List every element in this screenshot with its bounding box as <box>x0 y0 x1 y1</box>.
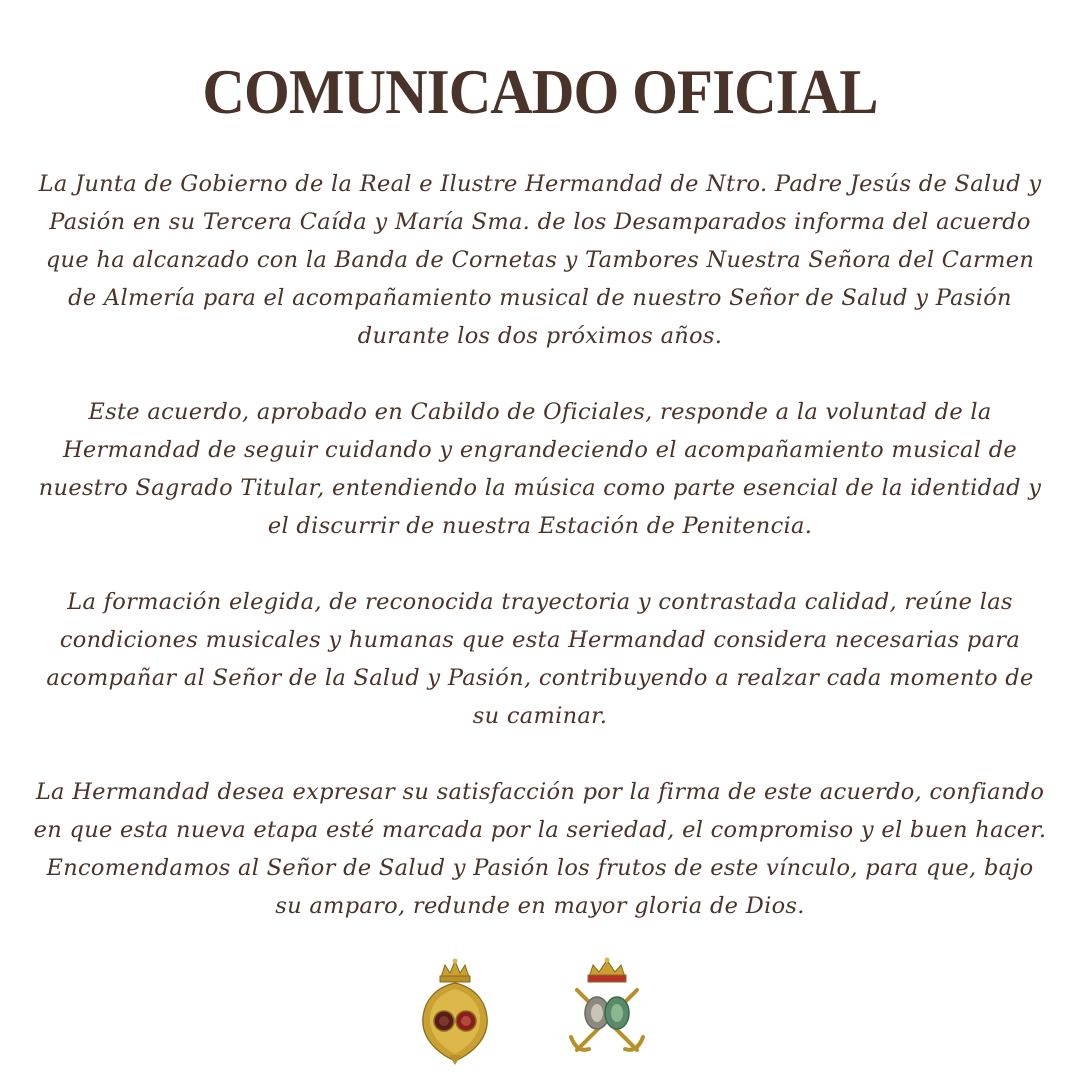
hermandad-crest-icon <box>415 955 495 1065</box>
statement-body <box>30 165 1050 963</box>
band-crest-icon <box>567 955 647 1060</box>
page-title: COMUNICADO OFICIAL <box>202 56 878 127</box>
crests-row <box>0 955 1080 1065</box>
paragraph-2: Este acuerdo, aprobado en Cabildo de Oficiales, responde a la voluntad de la Hermandad de seguir cuidando y engrandeciendo el acompañamiento musical de nuestro Sagrado Titular, entendiendo la música como parte esencial de la identidad y el discurrir de nuestra Estación de Penitencia. <box>38 399 1042 539</box>
paragraph-3: La formación elegida, de reconocida trayectoria y contrastada calidad, reúne las condiciones musicales y humanas que esta Hermandad considera necesarias para acompañar al Señor de la Salud y Pasión, contribuyendo a realzar cada momento de su caminar. <box>46 589 1034 729</box>
paragraph-1: La Junta de Gobierno de la Real e Ilustre Hermandad de Ntro. Padre Jesús de Salud y Pasión en su Tercera Caída y María Sma. de los Desamparados informa del acuerdo que ha alcanzado con la Banda de Cornetas y Tambores Nuestra Señora del Carmen de Almería para el acompañamiento musical de nuestro Señor de Salud y Pasión durante los dos próximos años. <box>38 171 1042 349</box>
paragraph-4: La Hermandad desea expresar su satisfacción por la firma de este acuerdo, confiando en que esta nueva etapa esté marcada por la seriedad, el compromiso y el buen hacer. Encomendamos al Señor de Salud y Pasión los frutos de este vínculo, para que, bajo su amparo, redunde en mayor gloria de Dios. <box>33 779 1047 919</box>
